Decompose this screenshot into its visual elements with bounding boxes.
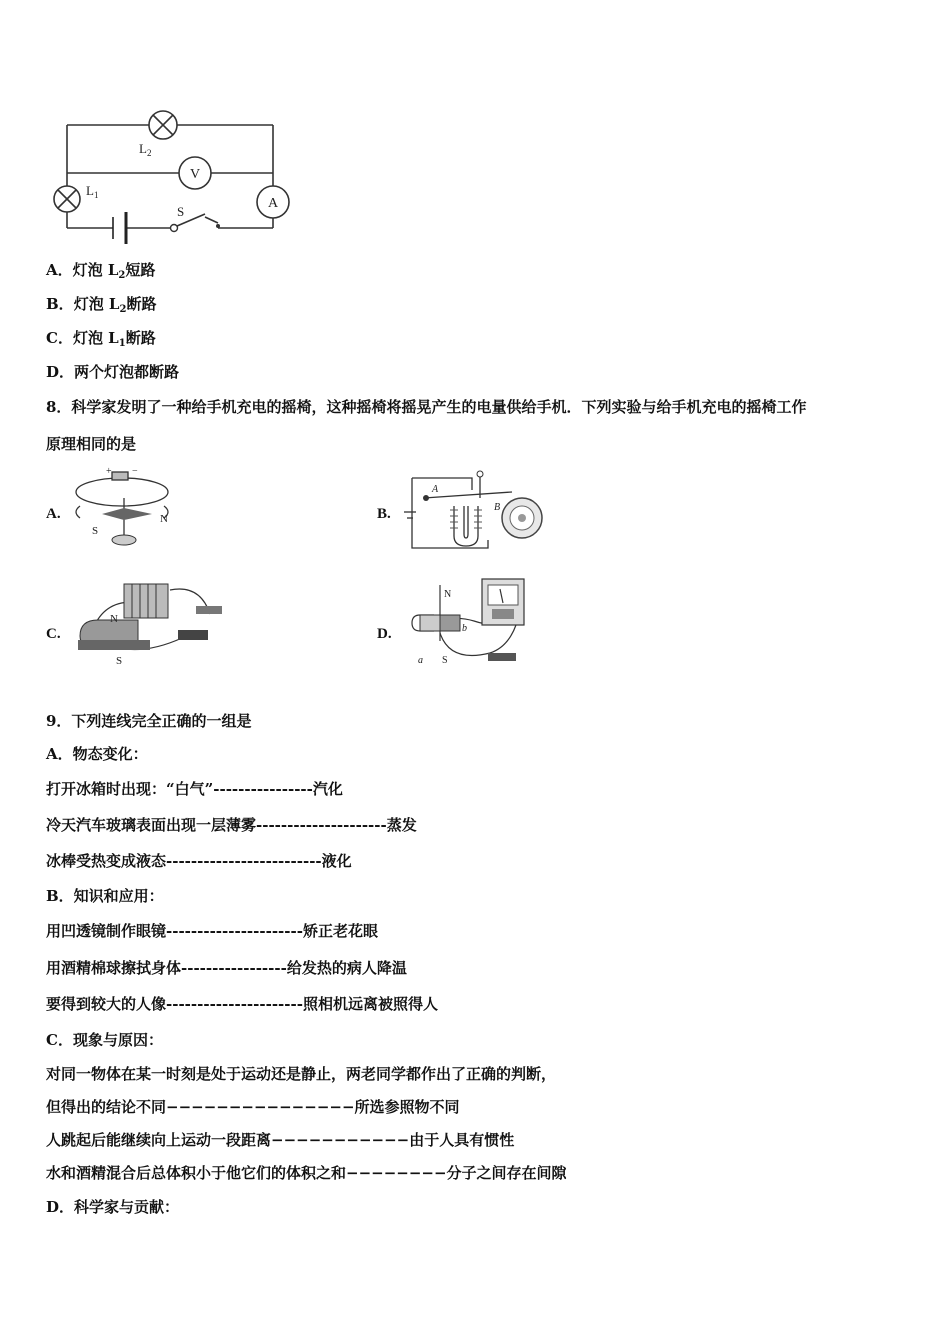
battery-icon — [113, 212, 126, 244]
figure-b-electric-bell — [402, 470, 547, 552]
q9-line: 打开冰箱时出现：“白气”----------------汽化 — [46, 780, 343, 798]
svg-text:N: N — [444, 589, 452, 600]
figure-d-induction-experiment — [404, 575, 534, 670]
q9-stem: 9．下列连线完全正确的一组是 — [46, 712, 252, 730]
q9-line: 用酒精棉球擦拭身体-----------------给发热的病人降温 — [46, 959, 407, 977]
svg-text:a: a — [418, 655, 423, 666]
ammeter-icon — [257, 186, 289, 218]
q8-option-c[interactable]: C. — [46, 626, 61, 642]
lamp-l2-icon — [149, 111, 177, 139]
svg-text:−: − — [132, 466, 138, 477]
q9-line: 用凹透镜制作眼镜----------------------矫正老花眼 — [46, 922, 378, 940]
q7-option-c[interactable]: C．灯泡 $L_1$断路 — [46, 329, 156, 349]
svg-text:A: A — [267, 196, 279, 211]
q9-line: 对同一物体在某一时刻是处于运动还是静止，两老同学都作出了正确的判断， — [46, 1065, 557, 1083]
q9-option-d[interactable]: D．科学家与贡献： — [46, 1198, 180, 1216]
svg-text:S: S — [92, 525, 99, 537]
q9-line: 冷天汽车玻璃表面出现一层薄雾---------------------蒸发 — [46, 816, 417, 834]
svg-text:S: S — [177, 204, 185, 219]
svg-text:S: S — [116, 655, 123, 667]
svg-text:N: N — [160, 513, 168, 525]
q9-line: 人跳起后能继续向上运动一段距离−−−−−−−−−−−由于人具有惯性 — [46, 1131, 515, 1149]
q7-option-d[interactable]: D．两个灯泡都断路 — [46, 363, 180, 381]
q8-stem-line1: 8．科学家发明了一种给手机充电的摇椅，这种摇椅将摇晃产生的电量供给手机．下列实验与给手机充电的摇椅工作 — [46, 398, 807, 416]
svg-text:V: V — [189, 167, 201, 182]
q9-option-c[interactable]: C．现象与原因： — [46, 1031, 163, 1049]
label-l2: L — [139, 141, 147, 156]
voltmeter-icon — [179, 157, 211, 189]
q8-stem-line2: 原理相同的是 — [46, 435, 137, 453]
q9-line: 要得到较大的人像----------------------照相机远离被照得人 — [46, 995, 438, 1013]
figure-a-oersted — [72, 466, 182, 551]
q9-line: 水和酒精混合后总体积小于他它们的体积之和−−−−−−−−分子之间存在间隙 — [46, 1164, 567, 1182]
switch-icon — [171, 204, 221, 232]
q9-line: 冰棒受热变成液态-------------------------液化 — [46, 852, 352, 870]
q9-line: 但得出的结论不同−−−−−−−−−−−−−−−所选参照物不同 — [46, 1098, 460, 1116]
svg-text:L1: $L_1$ — [86, 183, 99, 200]
q7-option-b[interactable]: B．灯泡 $L_2$断路 — [46, 295, 157, 315]
q9-option-a[interactable]: A．物态变化： — [46, 745, 148, 763]
q9-option-b[interactable]: B．知识和应用： — [46, 887, 164, 905]
svg-text:S: S — [442, 655, 448, 666]
svg-text:L2: $L_2$ — [139, 141, 152, 158]
label-l1: L — [86, 183, 94, 198]
lamp-l1-icon — [54, 186, 80, 212]
svg-text:N: N — [110, 613, 118, 625]
svg-text:+: + — [106, 466, 112, 477]
q8-option-d[interactable]: D. — [377, 626, 392, 642]
svg-text:b: b — [462, 623, 467, 634]
svg-text:A: A — [432, 484, 439, 495]
figure-c-motor-experiment — [72, 576, 232, 668]
q8-option-b[interactable]: B. — [377, 506, 391, 522]
svg-text:B: B — [494, 502, 501, 513]
q7-option-a[interactable]: A．灯泡 $L_2$短路 — [46, 261, 156, 281]
circuit-diagram — [40, 100, 300, 245]
q8-option-a[interactable]: A. — [46, 506, 61, 522]
